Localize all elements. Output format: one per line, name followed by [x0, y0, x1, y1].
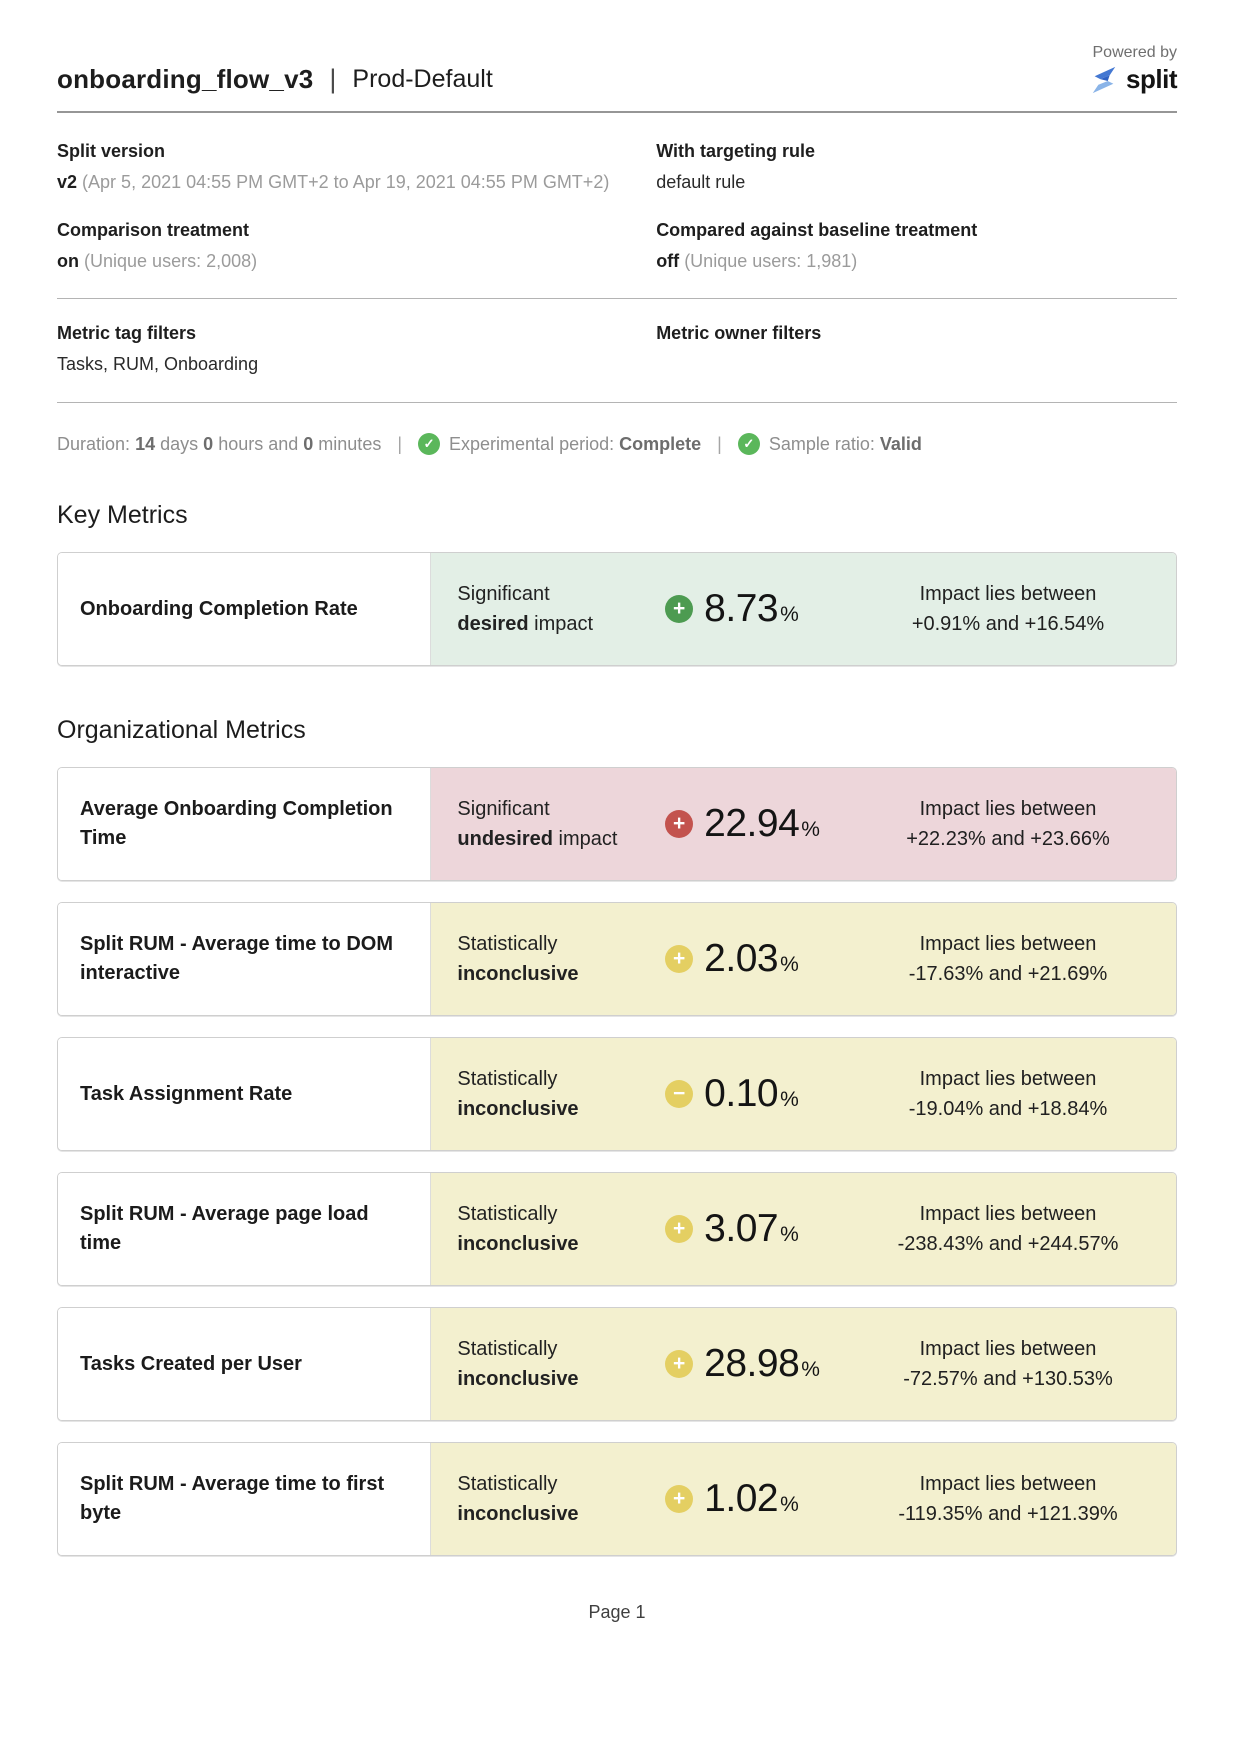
- plus-icon: +: [665, 945, 693, 973]
- split-logo-icon: [1089, 65, 1119, 95]
- split-version-label: Split version: [57, 141, 166, 161]
- impact-range: Impact lies between +22.23% and +23.66%: [906, 798, 1110, 850]
- percent-sign: %: [780, 953, 799, 976]
- significance-label: Significant undesired impact: [457, 798, 618, 850]
- check-icon: ✓: [418, 433, 440, 455]
- impact-value: [665, 1477, 866, 1521]
- comparison-treatment-value: on: [57, 251, 79, 271]
- page-number: Page 1: [588, 1602, 646, 1622]
- significance-label: Statistically inconclusive: [457, 1203, 579, 1255]
- plus-icon: +: [665, 595, 693, 623]
- percent-sign: %: [780, 1493, 799, 1516]
- impact-value: [665, 1207, 866, 1251]
- brand-logo: [1089, 64, 1177, 95]
- divider: [57, 402, 1177, 403]
- impact-percent: 28.98: [704, 1342, 800, 1385]
- plus-icon: +: [665, 1350, 693, 1378]
- significance-label: Statistically inconclusive: [457, 1473, 579, 1525]
- significance-label: Statistically inconclusive: [457, 933, 579, 985]
- plus-icon: +: [665, 810, 693, 838]
- metric-name: Task Assignment Rate: [80, 1082, 293, 1105]
- impact-percent: 2.03: [704, 937, 779, 980]
- impact-value: [665, 1072, 866, 1116]
- impact-value: [665, 937, 866, 981]
- significance-label: Significant desired impact: [457, 583, 594, 635]
- comparison-treatment-field: [57, 220, 656, 272]
- percent-sign: %: [780, 603, 799, 626]
- targeting-rule-field: [656, 141, 1177, 193]
- environment-name: Prod-Default: [352, 65, 493, 93]
- metric-card: [57, 1037, 1177, 1151]
- percent-sign: %: [780, 1223, 799, 1246]
- key-metrics-heading: Key Metrics: [57, 501, 188, 529]
- plus-icon: +: [665, 1215, 693, 1243]
- metric-name: Onboarding Completion Rate: [80, 597, 358, 620]
- impact-range: Impact lies between +0.91% and +16.54%: [911, 583, 1105, 635]
- impact-value: [665, 587, 866, 631]
- sample-ratio-text: Sample ratio: Valid: [768, 433, 922, 454]
- minus-icon: −: [665, 1080, 693, 1108]
- metric-name: Tasks Created per User: [80, 1352, 302, 1375]
- title-separator: |: [329, 64, 337, 94]
- comparison-unique-users: (Unique users: 2,008): [84, 251, 258, 271]
- metric-owner-filters-field: [656, 323, 1177, 375]
- impact-percent: 22.94: [704, 802, 800, 845]
- metric-name: Average Onboarding Completion Time: [80, 798, 393, 849]
- metric-name: Split RUM - Average time to DOM interactive: [80, 933, 393, 984]
- plus-icon: +: [665, 1485, 693, 1513]
- targeting-rule-label: With targeting rule: [656, 141, 816, 161]
- impact-percent: 1.02: [704, 1477, 779, 1520]
- metric-card: [57, 1442, 1177, 1556]
- impact-range: Impact lies between -238.43% and +244.57%: [897, 1203, 1119, 1255]
- status-separator: |: [397, 433, 403, 454]
- targeting-rule-value: default rule: [656, 172, 746, 192]
- metric-card: [57, 1307, 1177, 1421]
- significance-label: Statistically inconclusive: [457, 1068, 579, 1120]
- metric-card: [57, 552, 1177, 666]
- percent-sign: %: [780, 1088, 799, 1111]
- status-bar: [57, 433, 1177, 455]
- impact-range: Impact lies between -72.57% and +130.53%: [903, 1338, 1113, 1390]
- metric-owner-filters-label: Metric owner filters: [656, 323, 822, 343]
- organizational-metrics-heading: Organizational Metrics: [57, 716, 306, 744]
- impact-percent: 3.07: [704, 1207, 779, 1250]
- filter-fields: [57, 299, 1177, 402]
- percent-sign: %: [801, 818, 820, 841]
- page-title: onboarding_flow_v3: [57, 64, 314, 94]
- baseline-treatment-label: Compared against baseline treatment: [656, 220, 978, 240]
- significance-label: Statistically inconclusive: [457, 1338, 579, 1390]
- report-header: [57, 64, 1177, 113]
- impact-percent: 8.73: [704, 587, 779, 630]
- metric-card: [57, 767, 1177, 881]
- metric-tag-filters-label: Metric tag filters: [57, 323, 197, 343]
- status-separator: |: [717, 433, 722, 454]
- impact-value: [665, 802, 866, 846]
- impact-percent: 0.10: [704, 1072, 779, 1115]
- split-version-field: [57, 141, 656, 193]
- impact-value: [665, 1342, 866, 1386]
- percent-sign: %: [801, 1358, 820, 1381]
- metric-card: [57, 1172, 1177, 1286]
- impact-range: Impact lies between -17.63% and +21.69%: [908, 933, 1108, 985]
- check-icon: ✓: [738, 433, 760, 455]
- split-version-value: v2: [57, 172, 78, 192]
- baseline-treatment-field: [656, 220, 1177, 272]
- metric-card: [57, 902, 1177, 1016]
- experimental-period-text: Experimental period: Complete: [449, 433, 702, 454]
- split-version-period: (Apr 5, 2021 04:55 PM GMT+2 to Apr 19, 2021 04:55 PM GMT+2): [82, 172, 610, 192]
- comparison-treatment-label: Comparison treatment: [57, 220, 250, 240]
- powered-by-label: Powered by: [1092, 44, 1177, 61]
- metric-name: Split RUM - Average page load time: [80, 1203, 369, 1254]
- baseline-treatment-value: off: [656, 251, 680, 271]
- impact-range: Impact lies between -119.35% and +121.39%: [898, 1473, 1118, 1525]
- brand-wordmark: split: [1126, 64, 1177, 94]
- baseline-unique-users: (Unique users: 1,981): [684, 251, 858, 271]
- metric-tag-filters-field: [57, 323, 656, 375]
- duration-text: Duration: 14 days 0 hours and 0 minutes: [57, 433, 382, 454]
- meta-fields: [57, 141, 1177, 298]
- metric-name: Split RUM - Average time to first byte: [80, 1473, 385, 1524]
- metric-tag-filters-value: Tasks, RUM, Onboarding: [57, 354, 259, 374]
- impact-range: Impact lies between -19.04% and +18.84%: [908, 1068, 1108, 1120]
